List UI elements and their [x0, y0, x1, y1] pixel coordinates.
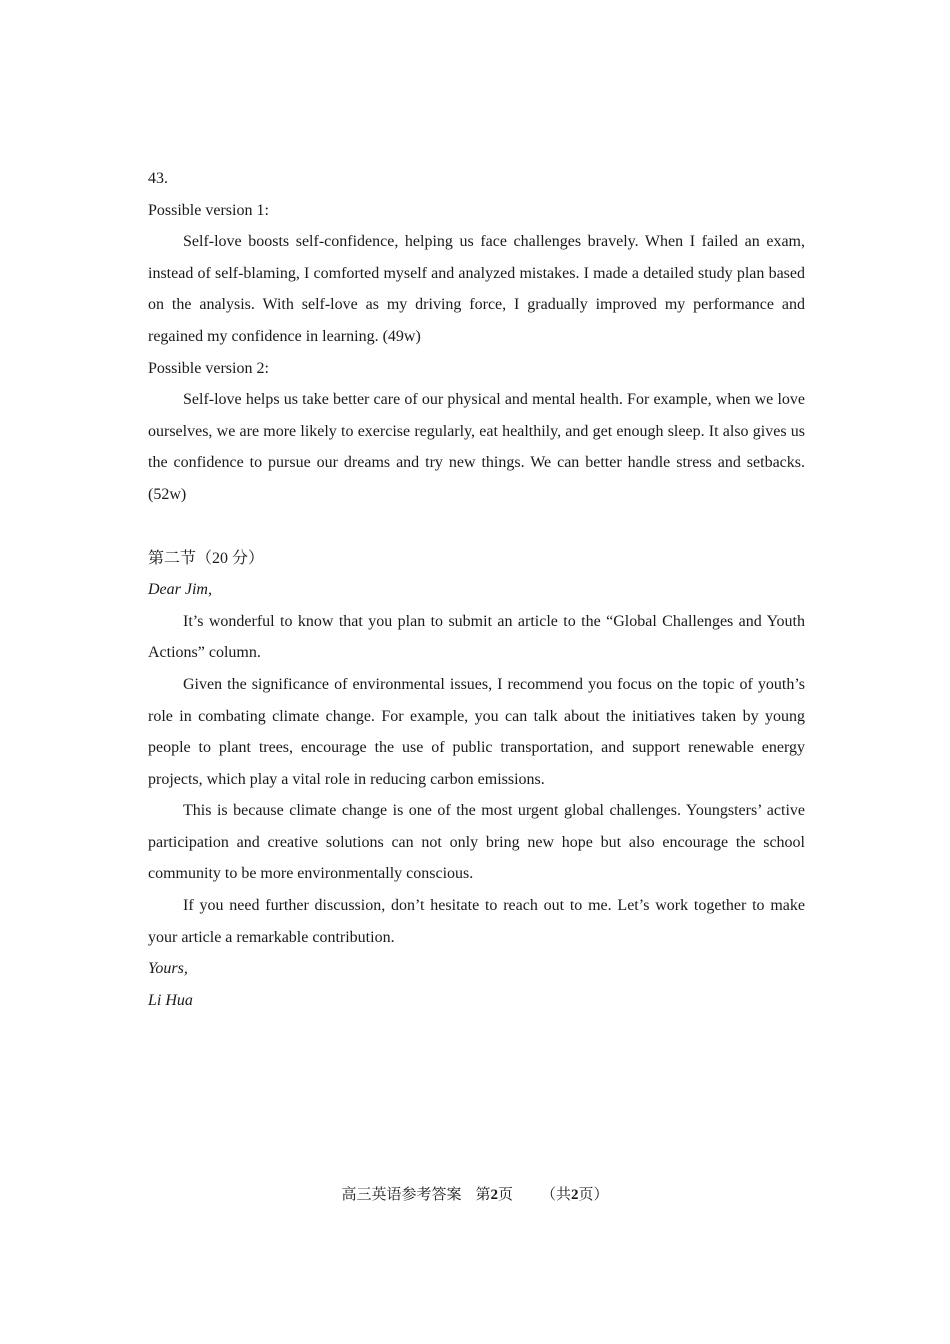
- footer-page-prefix: 第: [475, 1187, 491, 1203]
- footer-title: 高三英语参考答案: [341, 1187, 462, 1203]
- question-number: 43.: [148, 170, 168, 187]
- letter-closing: Yours,: [148, 960, 188, 978]
- section-spacer: [148, 511, 805, 543]
- letter-paragraph-2: Given the significance of environmental issues, I recommend you focus on the topic of youth’s role in combating climate change. For example, you can talk about the initiatives taken by young people to plant trees, encourage the use of public transportation, and support renewable energy projects, which play a vital role in reducing carbon emissions.: [148, 675, 805, 788]
- footer-total-number: 2: [571, 1187, 579, 1203]
- page-footer: [0, 1183, 950, 1207]
- letter-paragraph-3: This is because climate change is one of the most urgent global challenges. Youngsters’ active participation and creative solutions can not only bring new hope but also encourage the school community to be more environmentally conscious.: [148, 802, 805, 883]
- version-1-label: Possible version 1:: [148, 201, 269, 219]
- footer-page-suffix: 页: [497, 1187, 513, 1203]
- footer-total-prefix: （共: [541, 1187, 572, 1203]
- letter-paragraph-4: If you need further discussion, don’t hesitate to reach out to me. Let’s work together to make your article a remarkable contribution.: [148, 897, 805, 946]
- letter-paragraph-1: It’s wonderful to know that you plan to submit an article to the “Global Challenges and Youth Actions” column.: [148, 612, 805, 662]
- footer-total-suffix: 页）: [578, 1187, 609, 1203]
- footer-page-number: 2: [490, 1187, 498, 1203]
- version-1-text: Self-love boosts self-confidence, helping us face challenges bravely. When I failed an exam, instead of self-blaming, I comforted myself and analyzed mistakes. I made a detailed study plan based on the analysis. With self-love as my driving force, I gradually improved my performance and regained my confidence in learning. (49w): [148, 233, 805, 345]
- letter-signature: Li Hua: [148, 991, 193, 1009]
- version-2-label: Possible version 2:: [148, 359, 269, 377]
- letter-salutation: Dear Jim,: [148, 581, 212, 599]
- version-2-text: Self-love helps us take better care of our physical and mental health. For example, when we love ourselves, we are more likely to exercise regularly, eat healthily, and get enough sleep. It also gives us the confidence to pursue our dreams and try new things. We can better handle stress and setbacks. (52w): [148, 391, 805, 503]
- section-2-heading: 第二节（20 分）: [148, 549, 265, 567]
- answer-page: [148, 163, 805, 1016]
